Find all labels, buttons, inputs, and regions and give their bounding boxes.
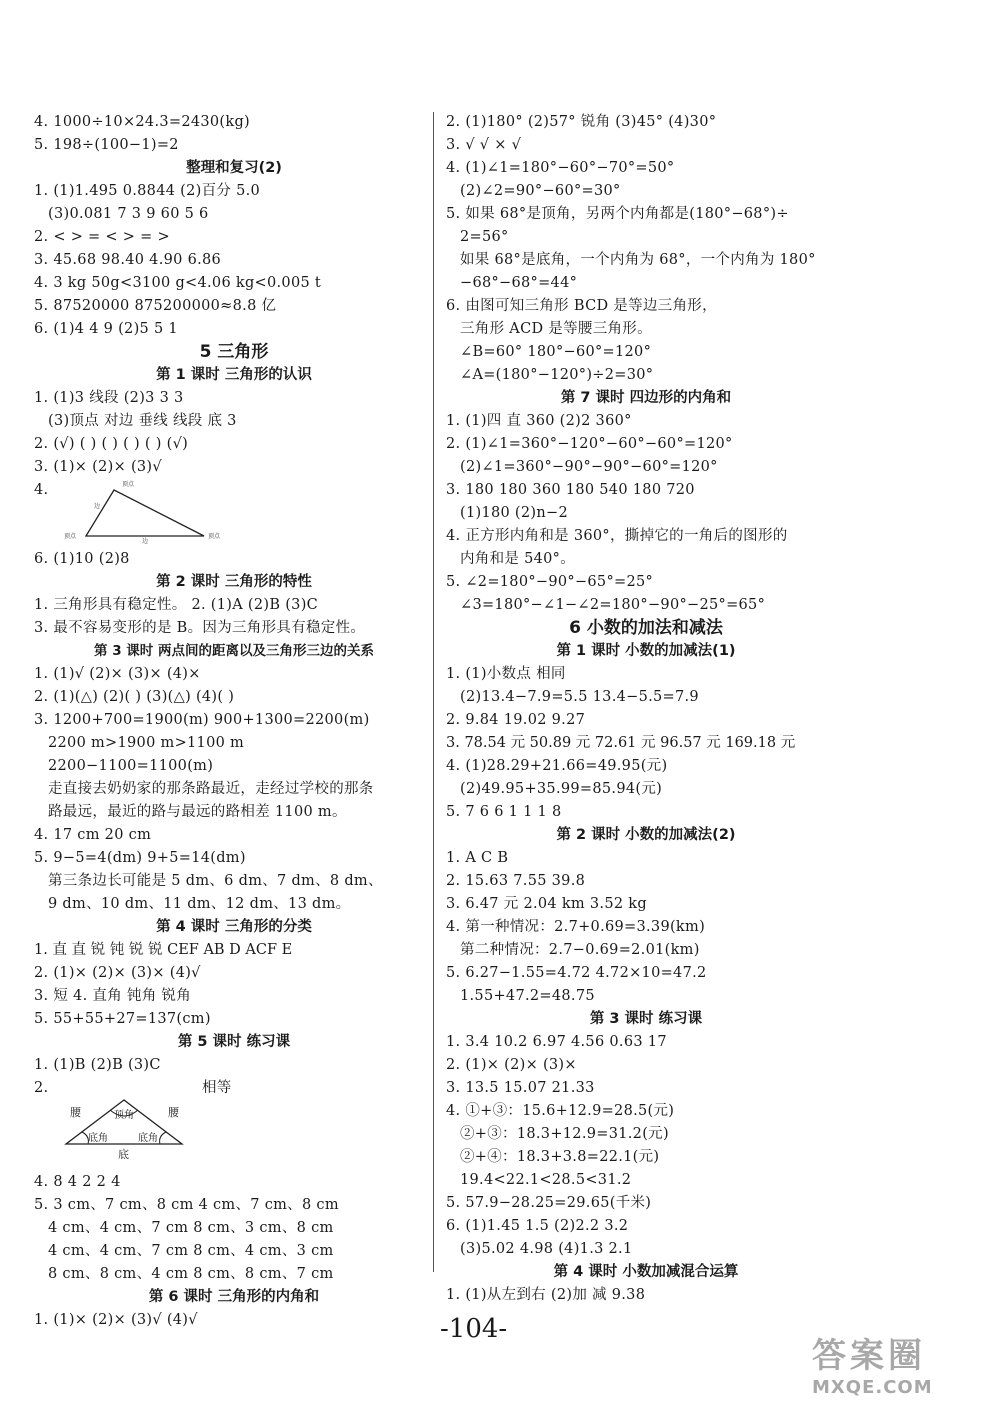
lesson-heading: 第 3 课时 练习课 bbox=[589, 1011, 703, 1027]
answer-line: 走直接去奶奶家的那条路最近，走经过学校的那条 bbox=[48, 781, 374, 797]
answer-line: 1. A C B bbox=[446, 850, 509, 866]
answer-line: 5. 198÷(100−1)=2 bbox=[34, 137, 179, 153]
answer-line: 4. (1)28.29+21.66=49.95(元) bbox=[446, 758, 668, 774]
answer-line: 5. ∠2=180°−90°−65°=25° bbox=[446, 574, 654, 590]
watermark-url: MXQE.COM bbox=[812, 1377, 933, 1398]
answer-line: 1. 三角形具有稳定性。 2. (1)A (2)B (3)C bbox=[34, 597, 319, 613]
answer-line: 3. 180 180 360 180 540 180 720 bbox=[446, 482, 695, 498]
answer-line: 2. (1)180° (2)57° 锐角 (3)45° (4)30° bbox=[446, 114, 717, 130]
waist-label-right: 腰 bbox=[168, 1106, 179, 1119]
answer-line: 三角形 ACD 是等腰三角形。 bbox=[460, 321, 652, 337]
answer-line: 4 cm、4 cm、7 cm 8 cm、3 cm、8 cm bbox=[48, 1220, 334, 1236]
unit-heading: 5 三角形 bbox=[199, 342, 269, 362]
answer-line: 2. (1)× (2)× (3)× (4)√ bbox=[34, 965, 201, 981]
answer-line: 1. (1)√ (2)× (3)× (4)× bbox=[34, 666, 201, 682]
answer-line: 1. 3.4 10.2 6.97 4.56 0.63 17 bbox=[446, 1034, 667, 1050]
answer-line: 4. (1)∠1=180°−60°−70°=50° bbox=[446, 160, 675, 176]
answer-line: 2. (1)(△) (2)( ) (3)(△) (4)( ) bbox=[34, 689, 235, 705]
answer-line: 3. 短 4. 直角 钝角 锐角 bbox=[34, 988, 192, 1004]
answer-line: 1. (1)四 直 360 (2)2 360° bbox=[446, 413, 632, 429]
answer-line: 2. (1)× (2)× (3)× bbox=[446, 1057, 577, 1073]
answer-line: 4. 第一种情况：2.7+0.69=3.39(km) bbox=[446, 919, 706, 935]
answer-line: 4. 8 4 2 2 4 bbox=[34, 1174, 121, 1190]
unit-heading: 6 小数的加法和减法 bbox=[569, 618, 723, 638]
answer-line: 2. 15.63 7.55 39.8 bbox=[446, 873, 586, 889]
answer-line: 1. (1)× (2)× (3)√ (4)√ bbox=[34, 1312, 198, 1328]
answer-line: ∠B=60° 180°−60°=120° bbox=[460, 344, 652, 360]
column-divider bbox=[433, 112, 434, 1272]
answer-line: 2200−1100=1100(m) bbox=[48, 758, 214, 774]
lesson-heading: 第 7 课时 四边形的内角和 bbox=[560, 390, 732, 406]
section-heading: 整理和复习(2) bbox=[186, 160, 282, 176]
watermark bbox=[812, 1328, 933, 1398]
answer-line: 4. ①+③：15.6+12.9=28.5(元) bbox=[446, 1103, 675, 1119]
lesson-heading: 第 6 课时 三角形的内角和 bbox=[148, 1289, 320, 1305]
answer-line: 19.4<22.1<28.5<31.2 bbox=[460, 1172, 632, 1188]
lesson-heading: 第 3 课时 两点间的距离以及三角形三边的关系 bbox=[94, 643, 374, 659]
answer-line: 4. 3 kg 50g<3100 g<4.06 kg<0.005 t bbox=[34, 275, 322, 291]
answer-line: 3. 45.68 98.40 4.90 6.86 bbox=[34, 252, 222, 268]
answer-line: −68°−68°=44° bbox=[460, 275, 578, 291]
answer-line: 1. 直 直 锐 钝 锐 锐 CEF AB D ACF E bbox=[34, 942, 293, 958]
answer-line: (3)顶点 对边 垂线 线段 底 3 bbox=[48, 413, 237, 429]
answer-line: 第三条边长可能是 5 dm、6 dm、7 dm、8 dm、 bbox=[48, 873, 383, 889]
answer-line: 2=56° bbox=[460, 229, 509, 245]
answer-line: 5. 55+55+27=137(cm) bbox=[34, 1011, 211, 1027]
answer-line: 3. 最不容易变形的是 B。因为三角形具有稳定性。 bbox=[34, 620, 366, 636]
base-angle-label-left: 底角 bbox=[88, 1133, 108, 1144]
answer-line: (1)180 (2)n−2 bbox=[460, 505, 568, 521]
answer-line: 5. 7 6 6 1 1 1 8 bbox=[446, 804, 562, 820]
answer-line: ②+③：18.3+12.9=31.2(元) bbox=[460, 1126, 669, 1142]
answer-line: 4. 17 cm 20 cm bbox=[34, 827, 152, 843]
vertex-label-right: 顶点 bbox=[208, 533, 221, 540]
vertex-label-top: 顶点 bbox=[122, 481, 135, 488]
answer-line: 3. (1)× (2)× (3)√ bbox=[34, 459, 162, 475]
answer-line: 1. (1)小数点 相同 bbox=[446, 666, 566, 682]
answer-line: 5. 3 cm、7 cm、8 cm 4 cm、7 cm、8 cm bbox=[34, 1197, 339, 1213]
answer-line: (3)0.081 7 3 9 60 5 6 bbox=[48, 206, 209, 222]
answer-line: 3. √ √ × √ bbox=[446, 137, 522, 153]
answer-line: (3)5.02 4.98 (4)1.3 2.1 bbox=[460, 1241, 633, 1257]
answer-line: 2. (1)∠1=360°−120°−60°−60°=120° bbox=[446, 436, 733, 452]
apex-angle-label: 顶角 bbox=[114, 1110, 134, 1121]
lesson-heading: 第 4 课时 小数加减混合运算 bbox=[553, 1264, 739, 1280]
lesson-heading: 第 2 课时 小数的加减法(2) bbox=[556, 827, 736, 843]
answer-line: (2)∠1=360°−90°−90°−60°=120° bbox=[460, 459, 718, 475]
answer-line: 5. 57.9−28.25=29.65(千米) bbox=[446, 1195, 652, 1211]
answer-line: 5. 9−5=4(dm) 9+5=14(dm) bbox=[34, 850, 246, 866]
answer-line: 2200 m>1900 m>1100 m bbox=[48, 735, 245, 751]
lesson-heading: 第 5 课时 练习课 bbox=[177, 1034, 291, 1050]
answer-line: 如果 68°是底角，一个内角为 68°，一个内角为 180° bbox=[460, 252, 816, 268]
triangle-parts-figure bbox=[64, 476, 224, 544]
answer-line: 6. 由图可知三角形 BCD 是等边三角形， bbox=[446, 298, 717, 314]
answer-line: 6. (1)4 4 9 (2)5 5 1 bbox=[34, 321, 178, 337]
answer-line: 6. (1)10 (2)8 bbox=[34, 551, 130, 567]
answer-line: 1. (1)从左到右 (2)加 减 9.38 bbox=[446, 1287, 646, 1303]
side-label-bottom: 边 bbox=[142, 538, 149, 544]
lesson-heading: 第 2 课时 三角形的特性 bbox=[156, 574, 312, 590]
answer-line: 4 cm、4 cm、7 cm 8 cm、4 cm、3 cm bbox=[48, 1243, 334, 1259]
answer-line: 路最远，最近的路与最远的路相差 1100 m。 bbox=[48, 804, 347, 820]
answer-line: ∠3=180°−∠1−∠2=180°−90°−25°=65° bbox=[460, 597, 766, 613]
answer-line: 2. bbox=[34, 1080, 49, 1096]
answer-line: 5. 如果 68°是顶角，另两个内角都是(180°−68°)÷ bbox=[446, 206, 789, 222]
answer-line: 4. 正方形内角和是 360°，撕掉它的一角后的图形的 bbox=[446, 528, 788, 544]
answer-line: (2)49.95+35.99=85.94(元) bbox=[460, 781, 663, 797]
lesson-heading: 第 4 课时 三角形的分类 bbox=[156, 919, 312, 935]
answer-line: 第二种情况：2.7−0.69=2.01(km) bbox=[460, 942, 700, 958]
waist-label-left: 腰 bbox=[70, 1106, 81, 1119]
base-label: 底 bbox=[118, 1148, 129, 1160]
answer-line: 内角和是 540°。 bbox=[460, 551, 576, 567]
base-angle-label-right: 底角 bbox=[138, 1133, 158, 1144]
answer-line: ∠A=(180°−120°)÷2=30° bbox=[460, 367, 654, 383]
answer-line: 5. 87520000 875200000≈8.8 亿 bbox=[34, 298, 277, 314]
equal-label: 相等 bbox=[202, 1080, 232, 1096]
answer-line: (2)∠2=90°−60°=30° bbox=[460, 183, 621, 199]
answer-line: 9 dm、10 dm、11 dm、12 dm、13 dm。 bbox=[48, 896, 351, 912]
page-number: -104- bbox=[440, 1314, 508, 1344]
answer-line: 5. 6.27−1.55=4.72 4.72×10=47.2 bbox=[446, 965, 707, 981]
answer-line: 2. < > = < > = > bbox=[34, 229, 170, 245]
answer-line: 3. 6.47 元 2.04 km 3.52 kg bbox=[446, 896, 647, 912]
answer-line: 8 cm、8 cm、4 cm 8 cm、8 cm、7 cm bbox=[48, 1266, 334, 1282]
answer-line: ②+④：18.3+3.8=22.1(元) bbox=[460, 1149, 660, 1165]
answer-line: 3. 1200+700=1900(m) 900+1300=2200(m) bbox=[34, 712, 370, 728]
answer-line: 4. bbox=[34, 482, 49, 498]
answer-line: 2. 9.84 19.02 9.27 bbox=[446, 712, 586, 728]
isosceles-triangle-figure bbox=[54, 1096, 194, 1160]
answer-line: 2. (√) ( ) ( ) ( ) ( ) (√) bbox=[34, 436, 189, 452]
side-label-top: 边 bbox=[94, 503, 101, 510]
answer-line: 3. 13.5 15.07 21.33 bbox=[446, 1080, 595, 1096]
answer-line: 1. (1)B (2)B (3)C bbox=[34, 1057, 161, 1073]
lesson-heading: 第 1 课时 小数的加减法(1) bbox=[556, 643, 736, 659]
answer-line: 6. (1)1.45 1.5 (2)2.2 3.2 bbox=[446, 1218, 629, 1234]
lesson-heading: 第 1 课时 三角形的认识 bbox=[156, 367, 312, 383]
answer-line: 1. (1)3 线段 (2)3 3 3 bbox=[34, 390, 184, 406]
answer-line: 3. 78.54 元 50.89 元 72.61 元 96.57 元 169.18 元 bbox=[446, 735, 796, 751]
answer-line: 4. 1000÷10×24.3=2430(kg) bbox=[34, 114, 251, 130]
answer-line: (2)13.4−7.9=5.5 13.4−5.5=7.9 bbox=[460, 689, 699, 705]
answer-line: 1. (1)1.495 0.8844 (2)百分 5.0 bbox=[34, 183, 261, 199]
watermark-logo-text: 答案圈 bbox=[812, 1336, 926, 1376]
answer-line: 1.55+47.2=48.75 bbox=[460, 988, 595, 1004]
vertex-label-left: 顶点 bbox=[64, 533, 77, 540]
